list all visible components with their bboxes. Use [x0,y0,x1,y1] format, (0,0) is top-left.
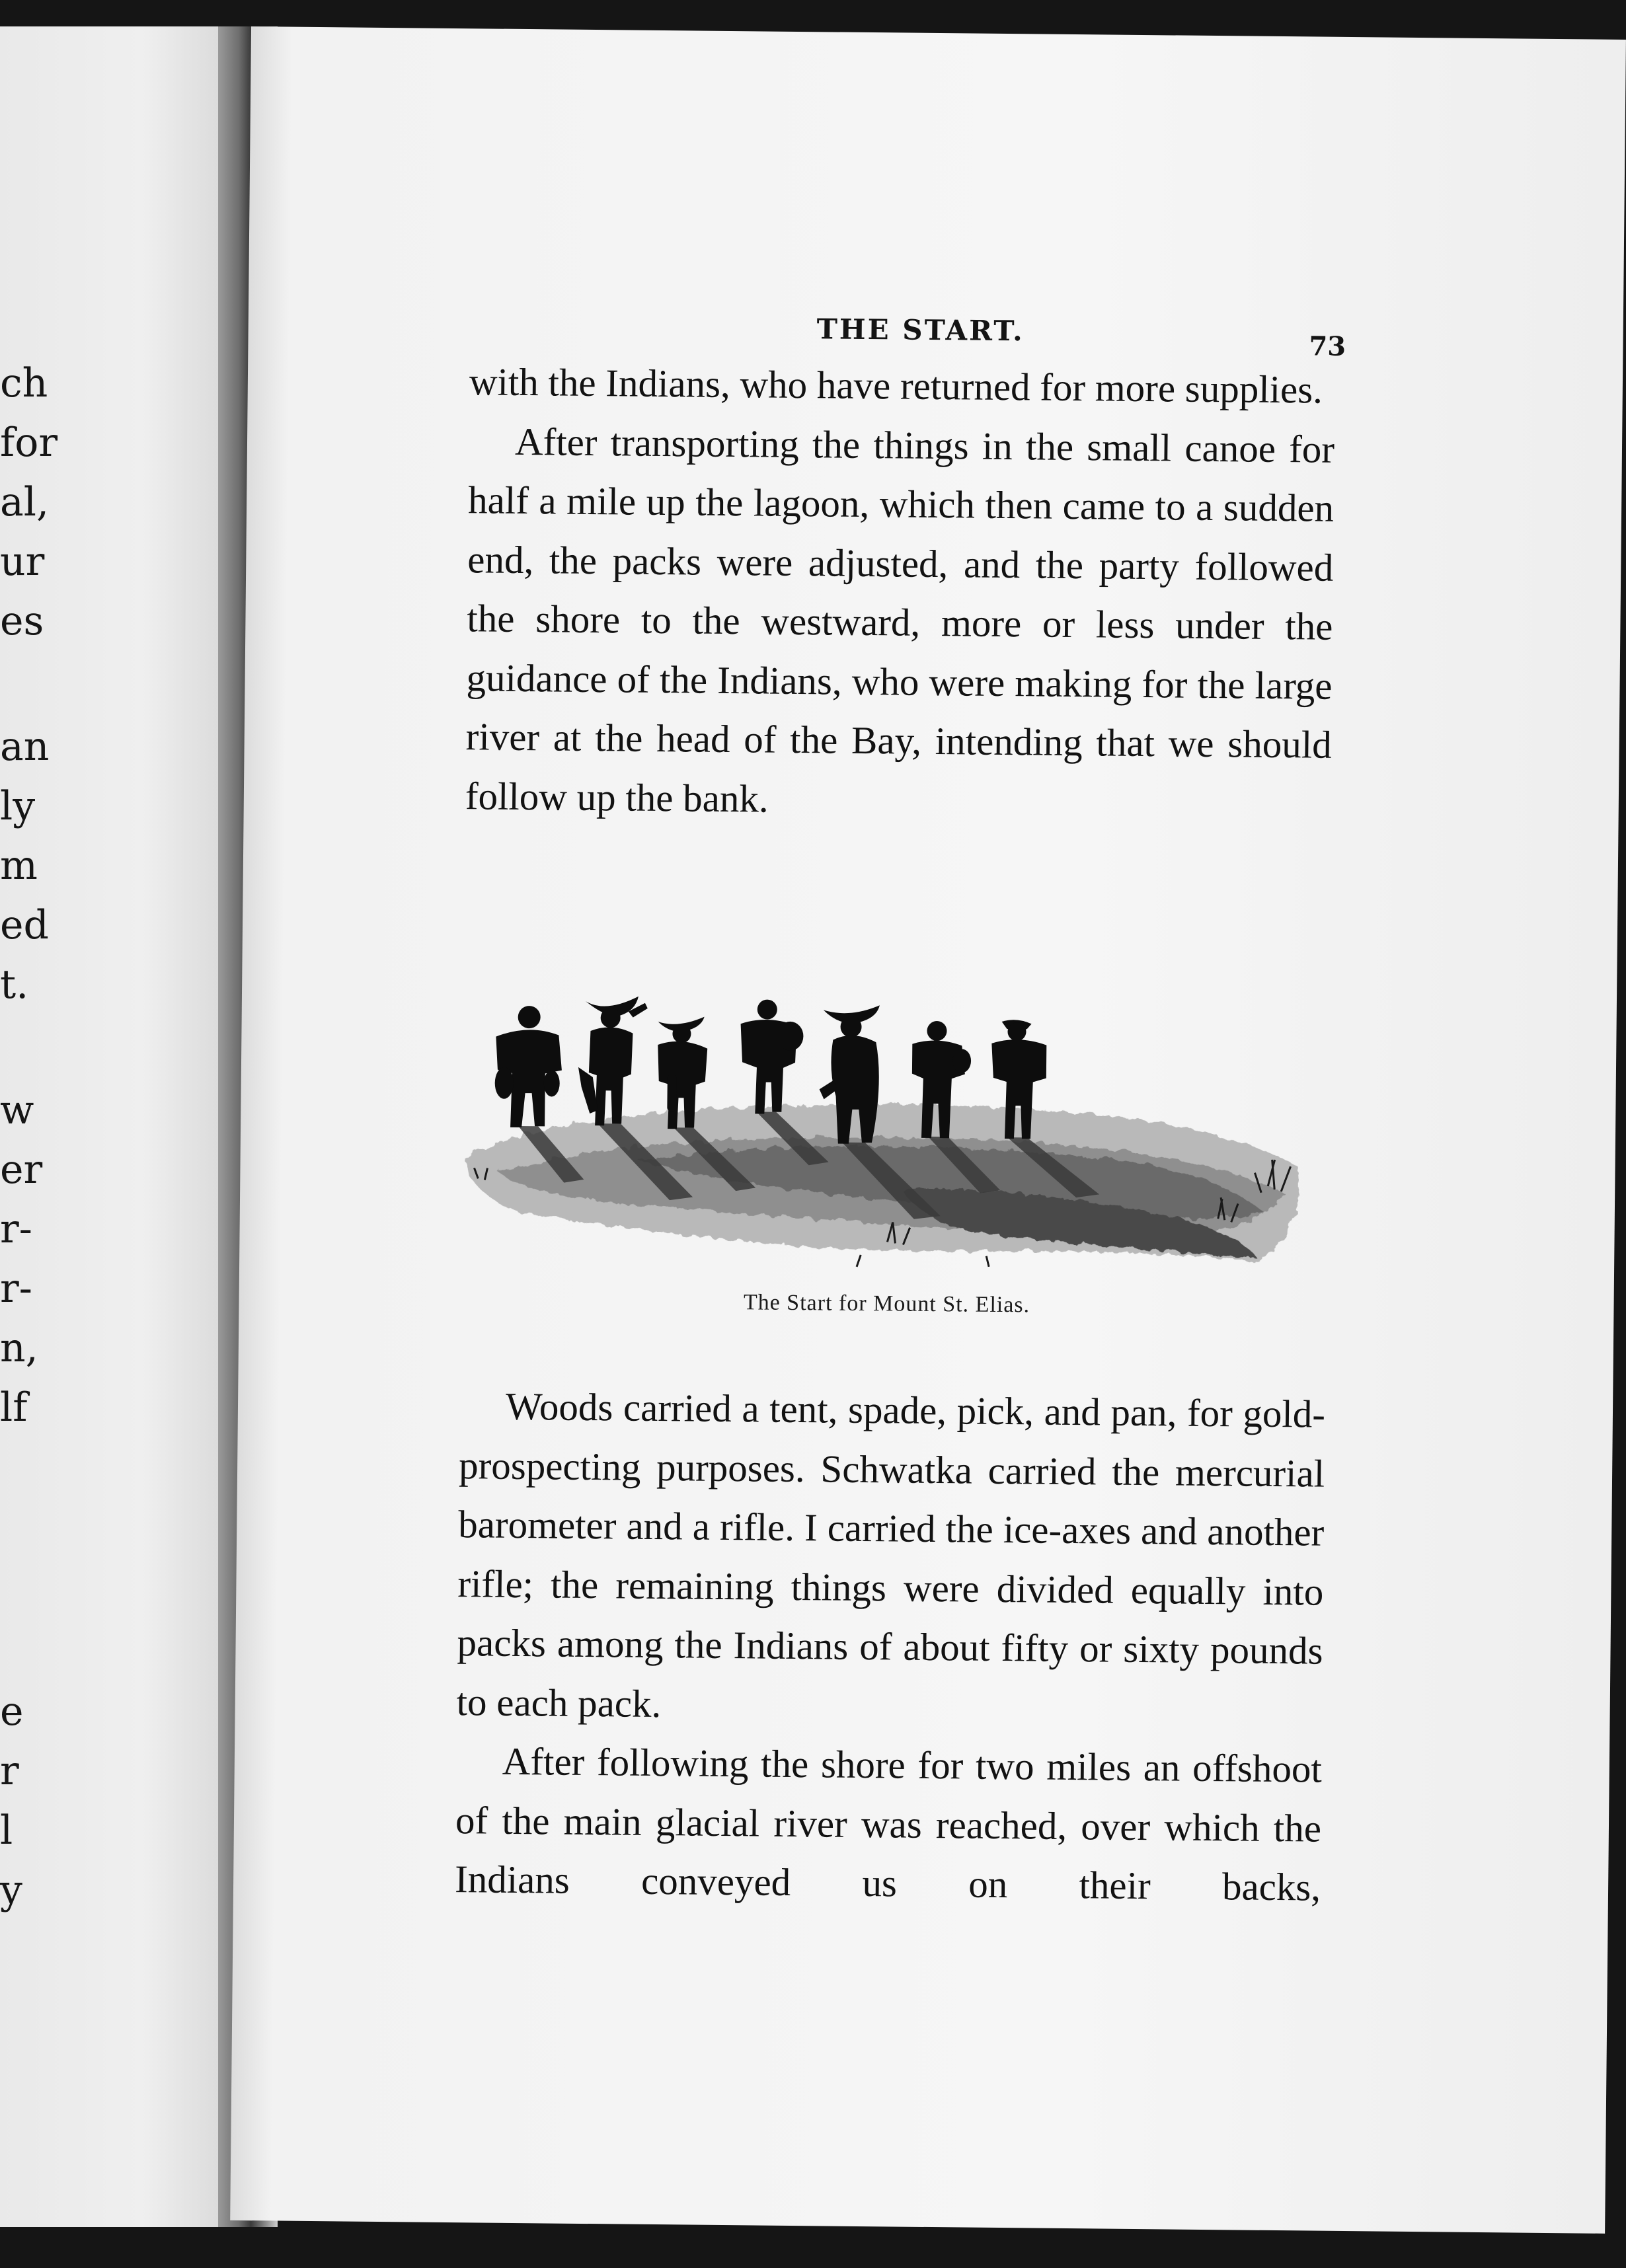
left-fragment: n, [0,1325,38,1371]
book-page-73 [230,26,1626,2234]
left-fragment: m [0,843,38,889]
left-fragment: w [0,1087,34,1133]
left-fragment: ed [0,902,49,948]
paragraph-continuation: with the Indians, who have returned for more supplies. [469,359,1323,412]
paragraph: After following the shore for two miles an offshoot of the main glacial river was reached, over which the Indians conveyed us on their backs, [454,1739,1323,1909]
left-fragment: e [0,1688,24,1735]
previous-page [0,26,238,2227]
figure-4 [740,999,804,1114]
left-fragment: er [0,1147,43,1193]
figure-2 [578,996,648,1126]
text-block-top [465,352,1335,834]
left-fragment: r- [0,1206,32,1252]
text-block-bottom [455,1377,1326,1917]
left-fragment: lf [0,1384,28,1431]
left-fragment: an [0,724,50,770]
left-fragment: for [0,420,58,466]
paragraph: Woods carried a tent, spade, pick, and pan, for gold-prospecting purposes. Schwatka carried the mercurial barometer and a rifle. I carried the ice-axes and another rifle; the remaining things were divided equally into packs among the Indians of about fifty or sixty pounds to each pack. [456,1384,1326,1725]
left-fragment: r- [0,1266,32,1312]
left-fragment: y [0,1867,22,1913]
left-fragment: r [0,1748,19,1794]
left-fragment: es [0,598,44,644]
left-fragment: ly [0,783,36,829]
page-number: 73 [1309,330,1346,362]
left-fragment: l [0,1807,13,1854]
illustration-party-silhouettes [438,960,1327,1299]
left-fragment: t. [0,962,29,1008]
running-head: THE START. [816,313,1025,348]
left-fragment: ur [0,539,45,585]
left-fragment: ch [0,360,48,406]
previous-page-text-fragments [0,26,238,2227]
left-fragment: al, [0,479,50,525]
illustration-caption: The Start for Mount St. Elias. [743,1290,1030,1318]
figure-1 [494,1006,562,1128]
paragraph: After transporting the things in the small canoe for half a mile up the lagoon, which then came to a sudden end, the packs were adjusted, and the party followed the shore to the westward, more or less under the guidance of the Indians, who were making for the large river at the head of the Bay, intending that we should follow up the bank. [465,419,1335,821]
